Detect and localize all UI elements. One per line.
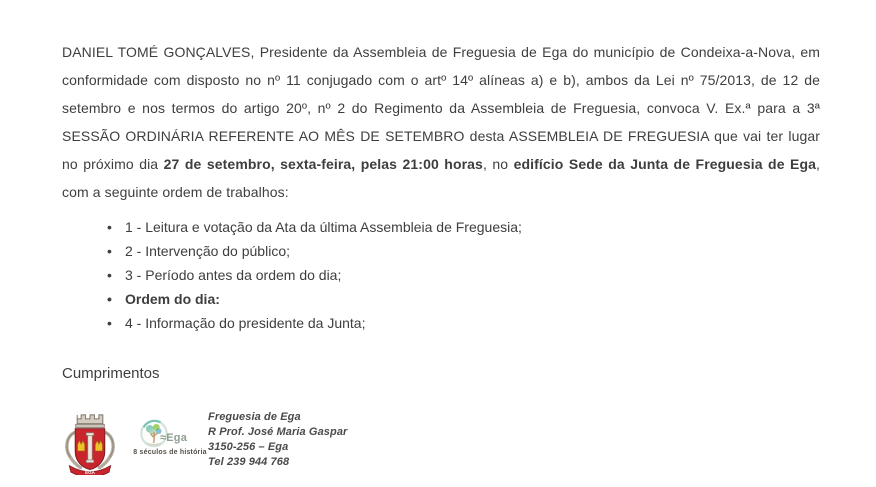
intro-text-2: , no — [482, 156, 514, 172]
agenda-item-ordem-do-dia — [107, 287, 820, 311]
meeting-location: edifício Sede da Junta de Freguesia de Ega — [513, 156, 817, 172]
agenda-item-text: 4 - Informação do presidente da Junta; — [125, 315, 366, 331]
intro-text-3: , com a seguinte ordem de trabalhos: — [62, 156, 821, 200]
address-block — [208, 410, 347, 470]
ega-logo-wordmark: ≈Ega — [160, 432, 188, 444]
agenda-item-text: 1 - Leitura e votação da Ata da última Assembleia de Freguesia; — [125, 219, 522, 235]
agenda-item-3 — [107, 263, 820, 287]
address-org: Freguesia de Ega — [208, 411, 301, 423]
address-postal: 3150-256 – Ega — [208, 441, 289, 453]
footer — [62, 408, 820, 475]
ega-coat-of-arms-icon — [62, 408, 118, 475]
ega-anniversary-logo — [133, 418, 207, 464]
agenda-item-2 — [107, 239, 820, 263]
convocation-paragraph — [62, 38, 820, 206]
crest-banner-text: EGA — [85, 470, 95, 475]
closing-salutation: Cumprimentos — [62, 365, 160, 382]
intro-text-1: DANIEL TOMÉ GONÇALVES, Presidente da Assembleia de Freguesia de Ega do município de Condeixa-a-Nova, em conformidade com disposto no nº 11 conjugado com o artº 14º alíneas a) e b), ambos da Lei nº 75/2013, de 12 de setembro e nos termos do artigo 20º, nº 2 do Regimento da Assembleia de Freguesia, convoca V. Ex.ª para a 3ª SESSÃO ORDINÁRIA REFERENTE AO MÊS DE SETEMBRO desta ASSEMBLEIA DE FREGUESIA que vai ter lugar no próximo dia — [62, 44, 820, 172]
agenda-item-text: Ordem do dia: — [125, 291, 220, 307]
address-phone: Tel 239 944 768 — [208, 456, 290, 468]
meeting-datetime: 27 de setembro, sexta-feira, pelas 21:00 horas — [163, 156, 483, 172]
agenda-list — [62, 215, 820, 335]
agenda-item-text: 2 - Intervenção do público; — [125, 243, 290, 259]
agenda-item-1 — [107, 215, 820, 239]
address-street: R Prof. José Maria Gaspar — [208, 426, 348, 438]
agenda-item-4 — [107, 311, 820, 335]
agenda-item-text: 3 - Período antes da ordem do dia; — [125, 267, 342, 283]
ega-logo-caption: 8 séculos de história — [133, 449, 207, 456]
